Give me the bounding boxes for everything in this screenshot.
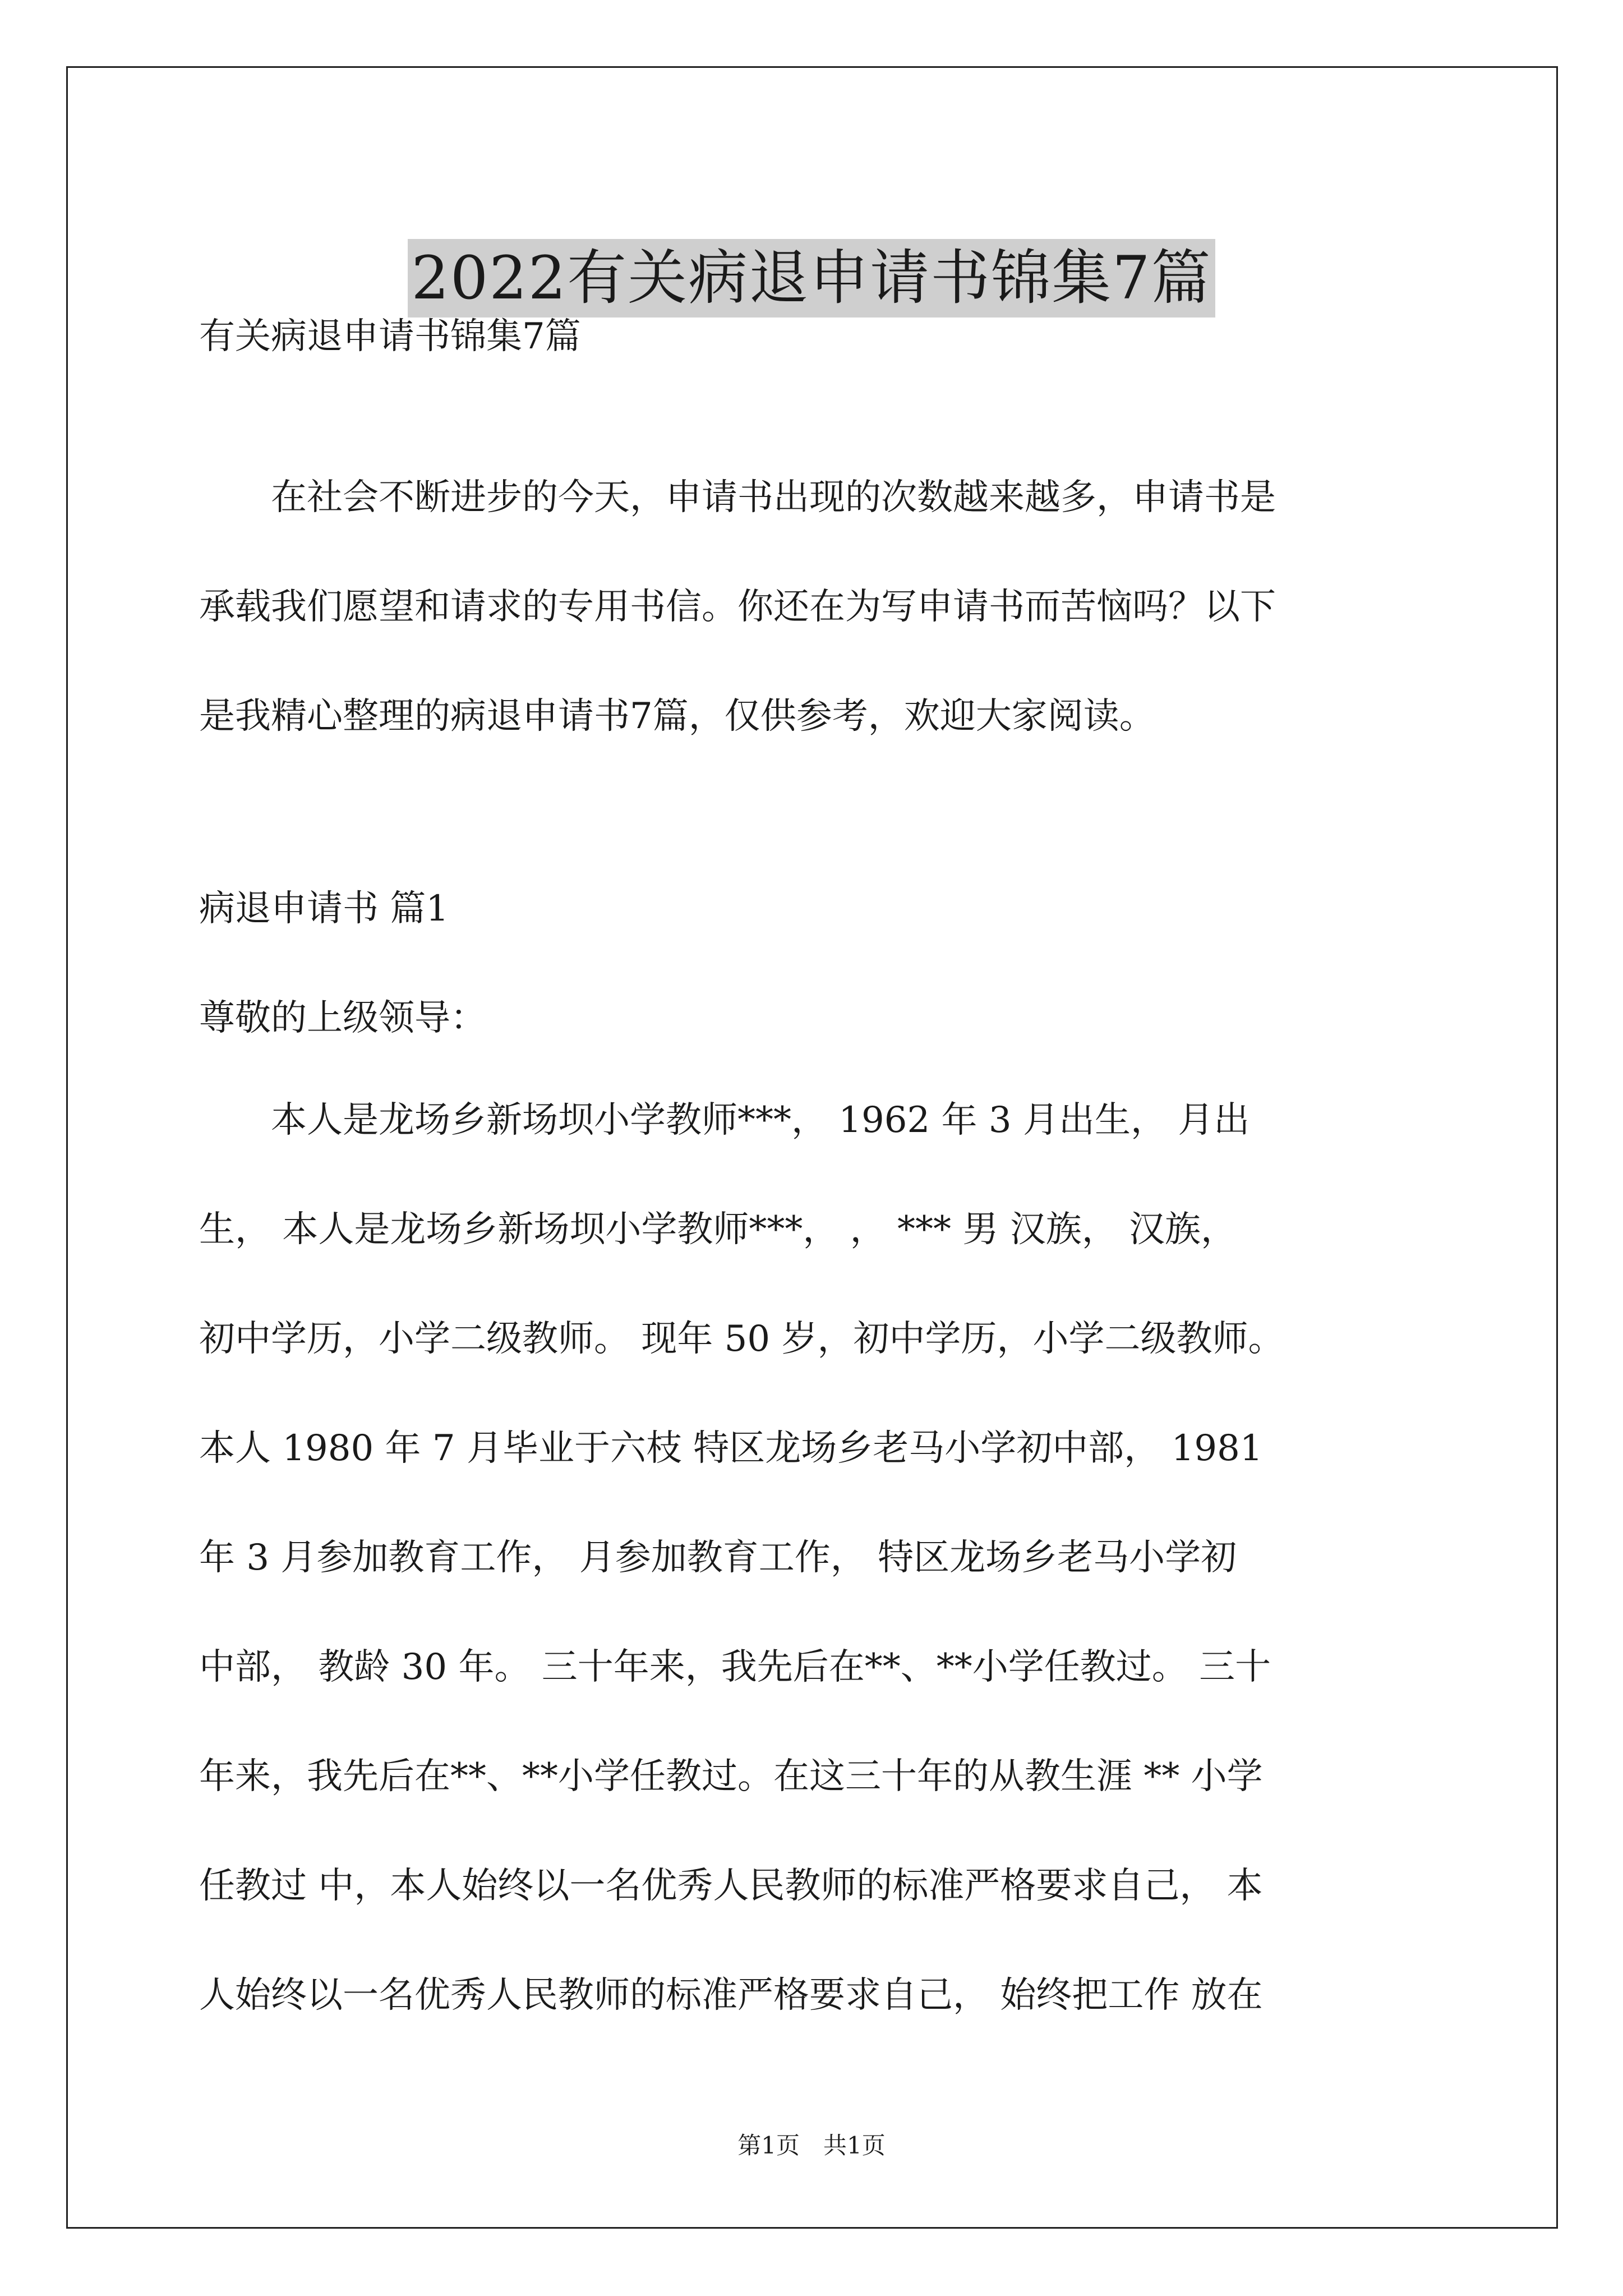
body-line: 年 3 月参加教育工作， 月参加教育工作， 特区龙场乡老马小学初 <box>199 1537 1237 1579</box>
salutation: 尊敬的上级领导： <box>199 997 486 1039</box>
body-line: 年来，我先后在**、**小学任教过。在这三十年的从教生涯 ** 小学 <box>199 1756 1263 1797</box>
body-line: 本人 1980 年 7 月毕业于六枝 特区龙场乡老马小学初中部， 1981 <box>199 1428 1263 1469</box>
intro-paragraph <box>199 443 1433 771</box>
intro-line: 承载我们愿望和请求的专用书信。你还在为写申请书而苦恼吗？以下 <box>199 586 1276 628</box>
body-paragraph <box>199 1066 1433 2050</box>
body-line: 生， 本人是龙场乡新场坝小学教师***， ， *** 男 汉族， 汉族， <box>199 1209 1237 1250</box>
intro-line: 在社会不断进步的今天，申请书出现的次数越来越多，申请书是 <box>199 477 1276 518</box>
body-line: 中部， 教龄 30 年。 三十年来，我先后在**、**小学任教过。 三十 <box>199 1646 1271 1688</box>
document-title: 2022有关病退申请书锦集7篇 <box>408 239 1215 318</box>
page-footer <box>0 2132 1623 2160</box>
section-heading: 病退申请书 篇1 <box>199 888 449 930</box>
body-line: 本人是龙场乡新场坝小学教师***， 1962 年 3 月出生， 月出 <box>199 1099 1250 1141</box>
body-line: 任教过 中，本人始终以一名优秀人民教师的标准严格要求自己， 本 <box>199 1865 1263 1907</box>
intro-line: 是我精心整理的病退申请书7篇，仅供参考，欢迎大家阅读。 <box>199 696 1155 737</box>
page-number: 第1页 共1页 <box>737 2132 886 2159</box>
body-line: 初中学历，小学二级教师。 现年 50 岁，初中学历，小学二级教师。 <box>199 1318 1284 1360</box>
body-line: 人始终以一名优秀人民教师的标准严格要求自己， 始终把工作 放在 <box>199 1975 1263 2016</box>
document-subtitle: 有关病退申请书锦集7篇 <box>199 316 581 357</box>
